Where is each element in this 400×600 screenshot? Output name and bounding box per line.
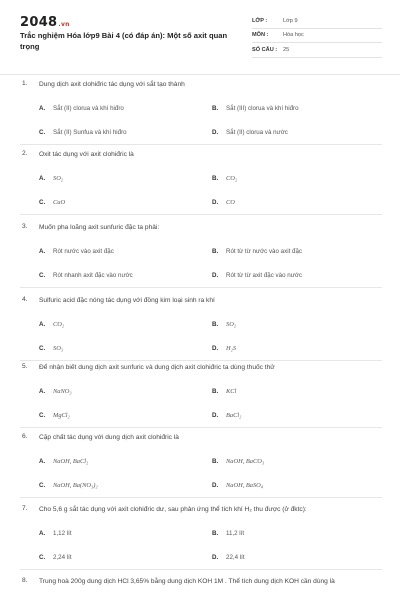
option-text: CO — [226, 199, 235, 206]
answer-option[interactable] — [39, 248, 114, 255]
option-text: Sắt (III) clorua và khí hiđro — [226, 105, 299, 112]
option-text: SO₂ — [53, 175, 64, 182]
option-letter: C. — [39, 412, 46, 419]
answer-option[interactable] — [212, 199, 235, 206]
answer-option[interactable] — [39, 458, 88, 465]
answer-option[interactable] — [212, 554, 245, 561]
option-letter: A. — [39, 458, 46, 465]
option-text: NaOH, BaCO₃ — [226, 458, 265, 465]
option-text: Rót từ từ axit đặc vào nước — [226, 272, 302, 279]
question-text: Cho 5,6 g sắt tác dụng với axit clohiđric dư, sau phản ứng thể tích khí H₂ thu được (ở đktc): — [39, 506, 307, 513]
option-letter: B. — [212, 248, 219, 255]
option-text: 22,4 lít — [226, 554, 245, 561]
answer-option[interactable] — [212, 388, 236, 395]
option-text: CuO — [53, 199, 66, 206]
question-number: 7. — [22, 505, 28, 512]
option-letter: A. — [39, 530, 46, 537]
question-divider — [20, 497, 382, 498]
question-number: 2. — [22, 150, 28, 157]
option-text: Rót nước vào axit đặc — [53, 248, 114, 255]
option-letter: C. — [39, 482, 46, 489]
answer-option[interactable] — [212, 412, 241, 419]
page-header — [0, 0, 400, 74]
option-text: NaOH, BaCl₂ — [53, 458, 89, 465]
answer-option[interactable] — [212, 530, 244, 537]
answer-option[interactable] — [39, 482, 98, 489]
question-divider — [20, 427, 382, 428]
answer-option[interactable] — [212, 345, 236, 352]
answer-option[interactable] — [212, 248, 302, 255]
question-divider — [20, 214, 382, 215]
option-text: SO₂ — [226, 321, 237, 328]
answer-option[interactable] — [212, 458, 264, 465]
meta-row-class — [252, 14, 382, 29]
option-text: 2,24 lít — [53, 554, 72, 561]
answer-option[interactable] — [39, 554, 72, 561]
option-letter: D. — [212, 129, 219, 136]
meta-value: Hóa học — [283, 32, 304, 39]
option-text: H₂S — [226, 345, 237, 352]
option-text: 11,2 lít — [226, 530, 245, 537]
option-letter: C. — [39, 272, 46, 279]
option-letter: A. — [39, 248, 46, 255]
question-text: Sulfuric acid đặc nóng tác dụng với đồng kim loại sinh ra khí — [39, 297, 215, 304]
question-text: Dung dịch axit clohiđric tác dụng với sắt tạo thành — [39, 81, 185, 88]
option-text: NaNO₃ — [53, 388, 72, 395]
option-text: CO₂ — [226, 175, 238, 182]
option-text: BaCl₂ — [226, 412, 242, 419]
question-divider — [20, 144, 382, 145]
option-text: Sắt (II) clorua và khí hiđro — [53, 105, 124, 112]
logo-tld: .vn — [58, 21, 70, 28]
header-divider — [0, 74, 400, 75]
option-text: MgCl₂ — [53, 412, 70, 419]
answer-option[interactable] — [39, 175, 63, 182]
meta-value: Lớp 9 — [283, 17, 298, 24]
option-letter: A. — [39, 321, 46, 328]
question-number: 8. — [22, 577, 28, 584]
option-text: Rót từ từ nước vào axit đặc — [226, 248, 302, 255]
answer-option[interactable] — [39, 199, 65, 206]
option-letter: B. — [212, 530, 219, 537]
option-text: CO₂ — [53, 321, 65, 328]
answer-option[interactable] — [212, 129, 288, 136]
answer-option[interactable] — [39, 129, 127, 136]
answer-option[interactable] — [212, 272, 302, 279]
answer-option[interactable] — [39, 321, 64, 328]
option-text: Sắt (II) Sunfua và khí hiđro — [53, 129, 127, 136]
option-letter: D. — [212, 482, 219, 489]
meta-row-subject — [252, 29, 382, 44]
question-divider — [20, 569, 382, 570]
option-letter: A. — [39, 105, 46, 112]
answer-option[interactable] — [39, 272, 133, 279]
answer-option[interactable] — [39, 105, 124, 112]
option-letter: B. — [212, 388, 219, 395]
option-text: NaOH, Ba(NO₃)₂ — [53, 482, 98, 489]
question-number: 5. — [22, 363, 28, 370]
question-text: Trung hoà 200g dung dịch HCl 3,65% bằng dung dịch KOH 1M . Thể tích dung dịch KOH cần dùng là — [39, 578, 335, 585]
option-letter: C. — [39, 345, 46, 352]
option-text: KCl — [226, 388, 237, 395]
option-letter: B. — [212, 175, 219, 182]
answer-option[interactable] — [212, 321, 236, 328]
meta-key: LỚP : — [252, 17, 268, 24]
question-text: Cặp chất tác dụng với dung dịch axit clohiđric là — [39, 434, 179, 441]
question-number: 3. — [22, 223, 28, 230]
answer-option[interactable] — [212, 482, 263, 489]
page-title: Trắc nghiệm Hóa lớp9 Bài 4 (có đáp án): Một số axit quan trọng — [20, 31, 228, 51]
option-letter: B. — [212, 105, 219, 112]
option-text: Rót nhanh axit đặc vào nước — [53, 272, 133, 279]
answer-option[interactable] — [39, 388, 72, 395]
option-letter: B. — [212, 321, 219, 328]
site-logo[interactable] — [20, 15, 70, 30]
option-letter: D. — [212, 345, 219, 352]
option-letter: A. — [39, 388, 46, 395]
question-text: Oxit tác dụng với axit clohiđric là — [39, 151, 134, 158]
question-divider — [20, 287, 382, 288]
meta-key: SỐ CÂU : — [252, 46, 278, 53]
question-divider — [20, 360, 382, 361]
option-letter: C. — [39, 554, 46, 561]
quiz-meta — [252, 14, 382, 58]
logo-text: 2048 — [20, 15, 58, 30]
question-text: Muốn pha loãng axit sunfuric đặc ta phải: — [39, 224, 160, 231]
option-text: SO₃ — [53, 345, 64, 352]
answer-option[interactable] — [212, 105, 299, 112]
meta-row-count — [252, 43, 382, 58]
option-letter: B. — [212, 458, 219, 465]
option-letter: D. — [212, 412, 219, 419]
answer-option[interactable] — [39, 412, 70, 419]
question-text: Để nhận biết dung dịch axit sunfuric và dung dịch axit clohiđric ta dùng thuốc thử — [39, 364, 275, 371]
meta-key: MÔN : — [252, 32, 269, 39]
answer-option[interactable] — [212, 175, 237, 182]
option-letter: C. — [39, 199, 46, 206]
meta-value: 25 — [283, 46, 290, 53]
option-text: 1,12 lít — [53, 530, 72, 537]
question-number: 6. — [22, 433, 28, 440]
question-number: 4. — [22, 296, 28, 303]
answer-option[interactable] — [39, 345, 63, 352]
option-letter: D. — [212, 272, 219, 279]
option-text: Sắt (II) clorua và nước — [226, 129, 288, 136]
option-letter: D. — [212, 199, 219, 206]
option-letter: D. — [212, 554, 219, 561]
option-letter: A. — [39, 175, 46, 182]
question-number: 1. — [22, 80, 28, 87]
answer-option[interactable] — [39, 530, 72, 537]
option-letter: C. — [39, 129, 46, 136]
option-text: NaOH, BaSO₄ — [226, 482, 264, 489]
